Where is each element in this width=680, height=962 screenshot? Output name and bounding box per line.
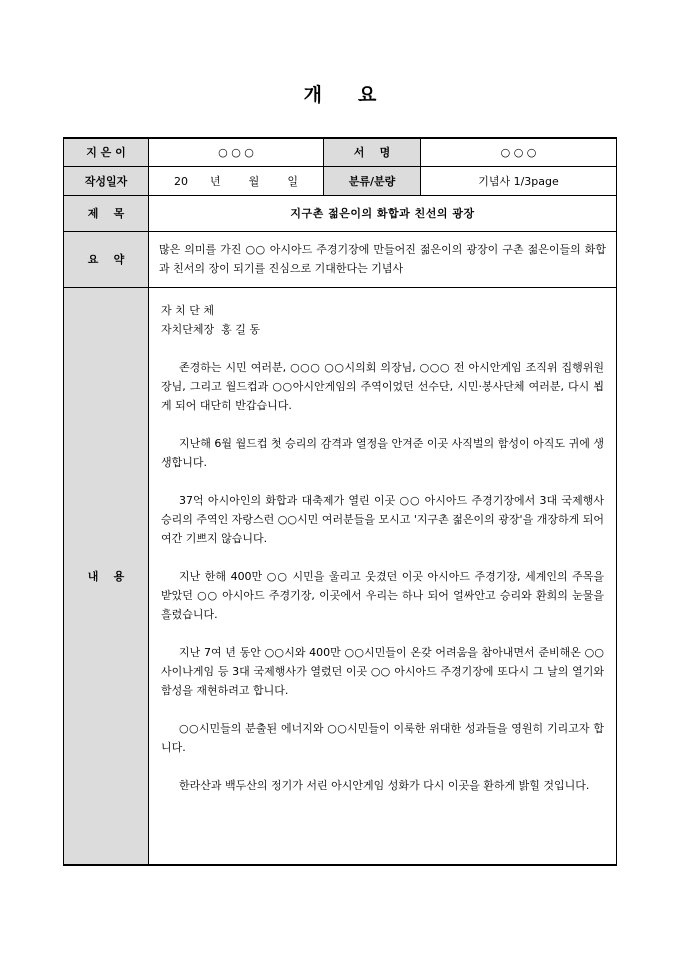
content-paragraph: 존경하는 시민 여러분, ○○○ ○○시의회 의장님, ○○○ 전 아시안게임 조직위 집행위원장님, 그리고 월드컵과 ○○아시안게임의 주역이었던 선수단, 시민·봉사단체 여러분, 다시 뵙게 되어 대단히 반갑습니다. — [161, 360, 604, 412]
subject-row — [64, 195, 617, 231]
content-paragraph: 지난해 6월 월드컵 첫 승리의 감격과 열정을 안겨준 이곳 사직벌의 함성이 아직도 귀에 생생합니다. — [161, 436, 604, 469]
content-paragraph: 한라산과 백두산의 정기가 서린 아시안게임 성화가 다시 이곳을 환하게 밝힐 것입니다. — [179, 778, 590, 792]
content-label: 내 용 — [64, 287, 149, 865]
date-label: 작성일자 — [64, 166, 149, 195]
content-paragraph: ○○시민들의 분출된 에너지와 ○○시민들이 이룩한 위대한 성과들을 영원히 기리고자 합니다. — [161, 721, 604, 754]
title-char-2: 요 — [358, 84, 377, 106]
content-paragraph: 지난 7여 년 동안 ○○시와 400만 ○○시민들이 온갖 어려움을 참아내면서 준비해온 ○○사이나게임 등 3대 국제행사가 열렸던 이곳 ○○ 아시아드 주경기장에 또다시 그 날의 열기와 함성을 재현하려고 합니다. — [161, 645, 604, 697]
author-row — [64, 138, 617, 166]
content-row — [64, 287, 617, 865]
category-label: 분류/분량 — [324, 166, 421, 195]
content-paragraph: 37억 아시아인의 화합과 대축제가 열린 이곳 ○○ 아시아드 주경기장에서 3대 국제행사 승리의 주역인 자랑스런 ○○시민 여러분들을 모시고 '지구촌 젊은이의 광장'을 개장하게 되어 여간 기쁘지 않습니다. — [161, 493, 604, 545]
speaker-signature — [161, 301, 604, 339]
category-value: 기념사 1/3page — [421, 166, 617, 195]
summary-value: 많은 의미를 가진 ○○ 아시아드 주경기장에 만들어진 젊은이의 광장이 구촌 젊은이들의 화합과 친서의 장이 되기를 진심으로 기대한다는 기념사 — [149, 231, 617, 287]
subject-value: 지구촌 젊은이의 화합과 친선의 광장 — [149, 195, 617, 231]
content-paragraph: 지난 한해 400만 ○○ 시민을 울리고 웃겼던 이곳 아시아드 주경기장, 세계인의 주목을 받았던 ○○ 아시아드 주경기장, 이곳에서 우리는 하나 되어 얼싸안고 승리와 환희의 눈물을 흘렸습니다. — [161, 569, 604, 621]
author-value: ○ ○ ○ — [149, 138, 324, 166]
speaker-org: 자 치 단 체 — [161, 303, 214, 317]
date-value: 20 년 월 일 — [149, 166, 324, 195]
signature-label: 서 명 — [324, 138, 421, 166]
author-label: 지 은 이 — [64, 138, 149, 166]
page-title — [0, 80, 680, 107]
date-row — [64, 166, 617, 195]
summary-form-table — [63, 137, 617, 866]
summary-row — [64, 231, 617, 287]
title-char-1: 개 — [303, 84, 322, 106]
summary-label: 요 약 — [64, 231, 149, 287]
subject-label: 제 목 — [64, 195, 149, 231]
signature-value: ○ ○ ○ — [421, 138, 617, 166]
content-body — [149, 287, 617, 865]
speaker-name: 자치단체장 홍 길 동 — [161, 322, 260, 336]
